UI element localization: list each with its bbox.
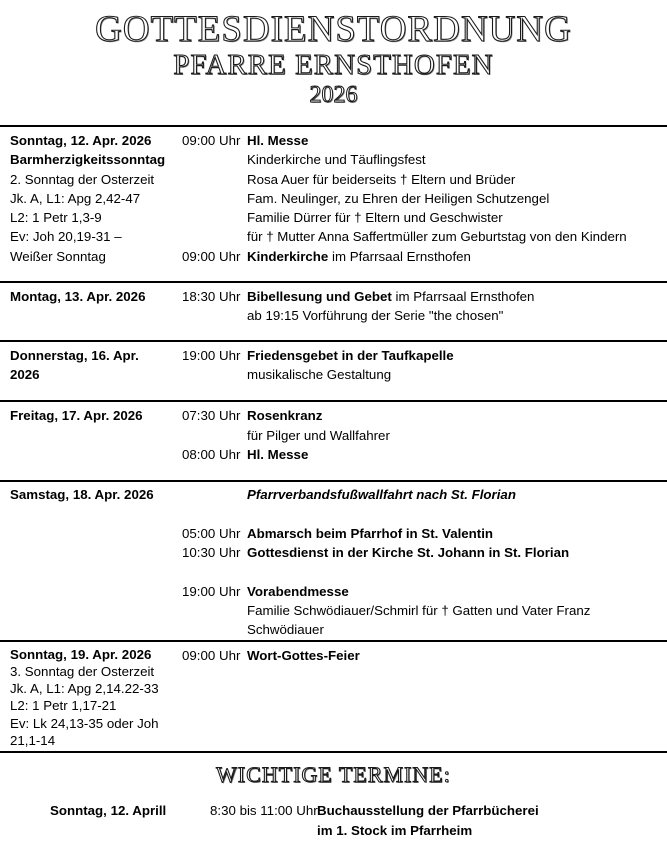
page-title: GOTTESDIENSTORDNUNG [95,9,572,50]
date-line: Sonntag, 12. Apr. 2026 [10,133,152,148]
schedule-table [0,125,667,753]
row-time [182,562,247,581]
row-time: 10:30 Uhr [182,545,241,561]
section-date-column [0,287,182,326]
schedule-section [0,640,667,754]
row-time [182,601,247,620]
schedule-row [182,247,667,266]
row-content [247,365,667,384]
row-title: Wort-Gottes-Feier [247,647,360,663]
row-time: 19:00 Uhr [182,583,241,599]
row-title: Kinderkirche [247,248,329,264]
date-line: Jk. A, L1: Apg 2,14.22-33 [10,681,159,697]
row-text: Rosa Auer für beiderseits † Eltern und Brüder [247,171,516,187]
row-time [182,365,247,384]
row-time: 08:00 Uhr [182,446,241,462]
row-content [247,208,667,227]
row-time [182,170,247,189]
schedule-row [182,562,667,581]
row-time: 07:30 Uhr [182,408,241,424]
date-line: Samstag, 18. Apr. 2026 [10,487,154,503]
date-line: 2. Sonntag der Osterzeit [10,171,155,187]
row-text: Kinderkirche und Täuflingsfest [247,152,426,168]
row-content [247,306,667,325]
row-content [247,620,667,639]
date-line: L2: 1 Petr 1,3-9 [10,210,102,226]
row-content [247,543,667,562]
row-time: 09:00 Uhr [182,647,241,663]
row-content [247,524,667,543]
schedule-section [0,281,667,340]
date-line: Montag, 13. Apr. 2026 [10,289,146,305]
row-time: 19:00 Uhr [182,347,241,363]
row-title: Pfarrverbandsfußwallfahrt nach St. Florian [247,487,516,503]
schedule-row [182,524,667,543]
section-date-column [0,646,182,750]
row-time [182,189,247,208]
date-line: Jk. A, L1: Apg 2,42-47 [10,190,141,206]
row-time [182,485,247,504]
schedule-section [0,400,667,480]
row-content [247,426,667,445]
row-text: Familie Dürrer für † Eltern und Geschwister [247,210,503,226]
schedule-row [182,170,667,189]
row-time [182,227,247,246]
row-content [247,646,667,665]
row-time [182,504,247,523]
row-title: Vorabendmesse [247,583,349,599]
schedule-row [182,150,667,169]
row-content [247,562,667,581]
schedule-row [182,485,667,504]
termine-date: Sonntag, 12. Aprill [50,803,167,819]
row-content [247,406,667,425]
schedule-row [182,365,667,384]
schedule-row [182,208,667,227]
date-line: Ev: Lk 24,13-35 oder Joh [10,715,159,731]
schedule-row [182,346,667,365]
row-content [247,227,667,246]
termine-desc-line: Buchausstellung der Pfarrbücherei [317,803,539,819]
schedule-row [182,306,667,325]
schedule-row [182,504,667,523]
row-content [247,247,667,266]
date-line: 3. Sonntag der Osterzeit [10,663,155,679]
row-text: im Pfarrsaal Ernsthofen [391,289,535,305]
section-rows [182,346,667,385]
row-time: 05:00 Uhr [182,525,241,541]
date-line: L2: 1 Petr 1,17-21 [10,698,117,714]
date-line: Sonntag, 19. Apr. 2026 [10,646,152,662]
row-time [182,150,247,169]
row-text: ab 19:15 Vorführung der Serie "the chosen" [247,308,504,324]
row-text: Familie Schwödiauer/Schmirl für † Gatten und Vater Franz [247,602,591,618]
row-time [182,620,247,639]
schedule-section [0,480,667,639]
schedule-row [182,620,667,639]
schedule-row [182,646,667,665]
row-title: Bibellesung und Gebet [247,289,392,305]
row-content [247,346,667,365]
row-title: Rosenkranz [247,408,323,424]
termine-heading: WICHTIGE TERMINE: [216,762,451,788]
schedule-row [182,582,667,601]
section-date-column [0,485,182,639]
date-line: Weißer Sonntag [10,248,106,264]
row-title: Friedensgebet in der Taufkapelle [247,347,454,363]
schedule-row [182,287,667,306]
row-title: Hl. Messe [247,446,309,462]
row-time [182,426,247,445]
date-line: 2026 [10,366,40,382]
row-time: 09:00 Uhr [182,133,241,148]
row-content [247,287,667,306]
schedule-section [0,340,667,401]
section-date-column [0,346,182,385]
termine-desc [317,801,539,840]
row-text: Fam. Neulinger, zu Ehren der Heiligen Schutzengel [247,190,550,206]
schedule-row [182,189,667,208]
row-time [182,208,247,227]
row-title: Abmarsch beim Pfarrhof in St. Valentin [247,525,494,541]
row-text: für Pilger und Wallfahrer [247,427,390,443]
date-line: Donnerstag, 16. Apr. [10,347,139,363]
row-content [247,170,667,189]
row-content [247,131,667,150]
row-text: Schwödiauer [247,622,324,638]
page-subtitle: PFARRE ERNSTHOFEN [173,49,494,81]
row-content [247,150,667,169]
section-rows [182,485,667,639]
schedule-row [182,131,667,150]
page-year: 2026 [309,82,358,108]
row-content [247,445,667,464]
row-content [247,485,667,504]
section-rows [182,131,667,266]
section-date-column [0,131,182,266]
row-time: 18:30 Uhr [182,289,241,305]
schedule-row [182,543,667,562]
row-time [182,306,247,325]
schedule-row [182,445,667,464]
termine-time: 8:30 bis 11:00 Uhr [210,803,318,819]
schedule-row [182,601,667,620]
row-title: Hl. Messe [247,133,309,148]
row-text: im Pfarrsaal Ernsthofen [328,248,471,264]
date-line: Ev: Joh 20,19-31 – [10,229,122,245]
schedule-section [0,125,667,281]
row-text: musikalische Gestaltung [247,366,392,382]
date-line: Freitag, 17. Apr. 2026 [10,408,143,424]
row-time: 09:00 Uhr [182,248,241,264]
row-content [247,582,667,601]
section-rows [182,406,667,464]
row-text: für † Mutter Anna Saffertmüller zum Geburtstag von den Kindern [247,229,627,245]
termine-desc-line: im 1. Stock im Pfarrheim [317,822,473,838]
schedule-row [182,426,667,445]
schedule-row [182,227,667,246]
section-date-column [0,406,182,464]
row-content [247,601,667,620]
section-rows [182,287,667,326]
row-title: Gottesdienst in der Kirche St. Johann in St. Florian [247,545,570,561]
schedule-row [182,406,667,425]
date-line: 21,1-14 [10,733,56,749]
termine-row [0,801,667,840]
section-rows [182,646,667,750]
row-content [247,189,667,208]
date-line: Barmherzigkeitssonntag [10,152,166,168]
row-content [247,504,667,523]
